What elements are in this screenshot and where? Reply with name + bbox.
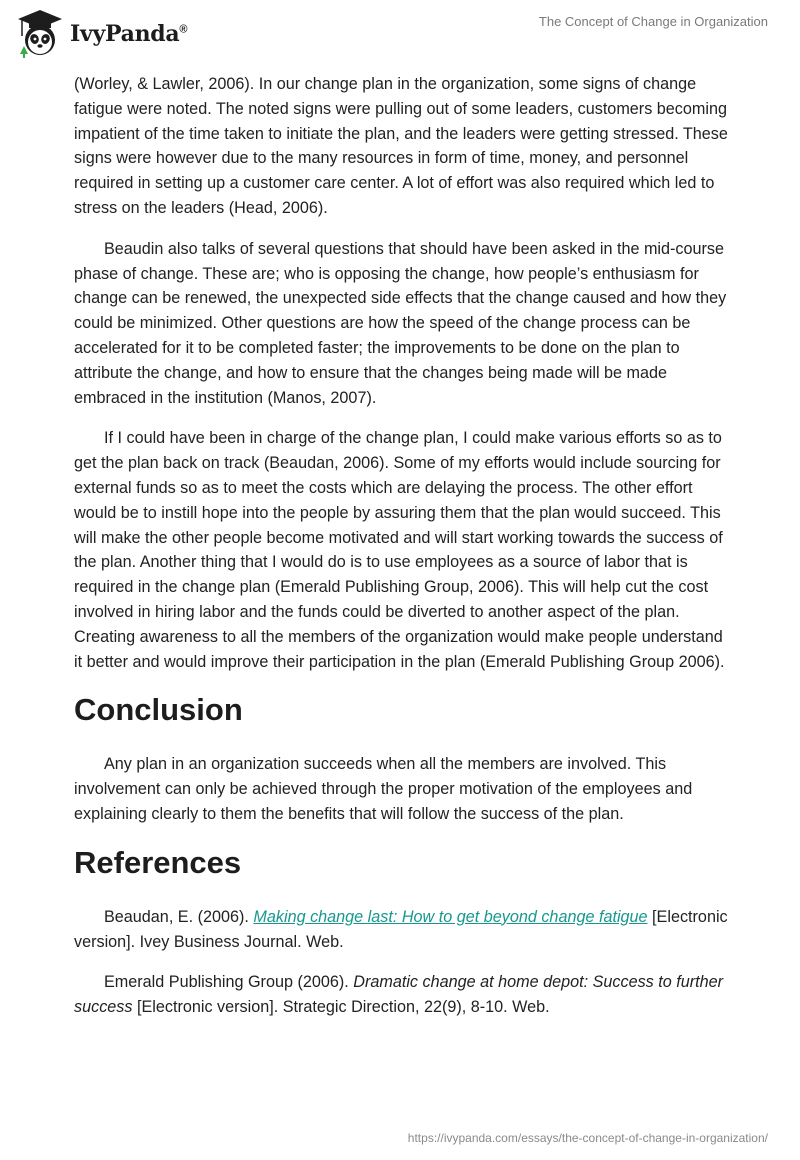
references-heading: References — [74, 844, 242, 880]
reference-beaudan-suffix: [Electronic version]. Ivey Business Journal. Web. — [74, 907, 728, 951]
panda-graduate-icon — [16, 8, 64, 60]
reference-beaudan-prefix: Beaudan, E. (2006). — [104, 907, 254, 926]
reference-emerald-title: Dramatic change at home depot: Success to further success — [74, 973, 724, 1017]
conclusion-paragraph: Any plan in an organization succeeds when all the members are involved. This involvement can only be achieved through the proper motivation of the employees and explaining clearly to them the benefits that will follow the success of the plan. — [74, 755, 693, 823]
brand-name: IvyPanda® — [70, 21, 188, 47]
paragraph-2: Beaudin also talks of several questions that should have been asked in the mid-course phase of change. These are; who is opposing the change, how people’s enthusiasm for change can be renewed, the unexpected side effects that the change caused and how they could be minimized. Other questions are how the speed of the change process can be accelerated for it to be completed faster; the improvements to be done on the plan to attribute the change, and how to ensure that the changes being made will be made embraced in the institution (Manos, 2007). — [74, 239, 727, 407]
paragraph-1: (Worley, & Lawler, 2006). In our change plan in the organization, some signs of change fatigue were noted. The noted signs were pulling out of some leaders, customers becoming impatient of the time taken to initiate the plan, and the leaders were getting stressed. These signs were however due to the many resources in form of time, money, and personnel required in setting up a customer care center. A lot of effort was also required which led to stress on the leaders (Head, 2006). — [74, 75, 728, 217]
reference-emerald-prefix: Emerald Publishing Group (2006). — [104, 973, 354, 992]
conclusion-heading: Conclusion — [74, 692, 243, 728]
reference-beaudan — [74, 905, 734, 955]
registered-mark: ® — [179, 23, 188, 36]
footer-url[interactable]: https://ivypanda.com/essays/the-concept-of-change-in-organization/ — [407, 1131, 768, 1145]
reference-emerald — [74, 970, 734, 1020]
paragraph-3: If I could have been in charge of the change plan, I could make various efforts so as to get the plan back on track (Beaudan, 2006). Some of my efforts would include sourcing for external funds so as to meet the costs which are delaying the process. The other effort would be to instill hope into the people by assuring them that the plan would succeed. This will make the other people become motivated and will start working towards the success of the plan. Another thing that I would do is to use employees as a source of labor that is required in the change plan (Emerald Publishing Group, 2006). This will help cut the cost involved in hiring labor and the funds could be diverted to another aspect of the plan. Creating awareness to all the members of the organization would make people understand it better and would improve their participation in the plan (Emerald Publishing Group 2006). — [74, 429, 725, 671]
essay-content — [74, 72, 734, 1036]
page-header — [0, 0, 800, 70]
document-title: The Concept of Change in Organization — [538, 14, 768, 29]
ivypanda-logo[interactable] — [16, 8, 187, 60]
reference-beaudan-link[interactable]: Making change last: How to get beyond change fatigue — [253, 907, 648, 926]
reference-emerald-suffix: [Electronic version]. Strategic Direction, 22(9), 8-10. Web. — [132, 998, 550, 1017]
